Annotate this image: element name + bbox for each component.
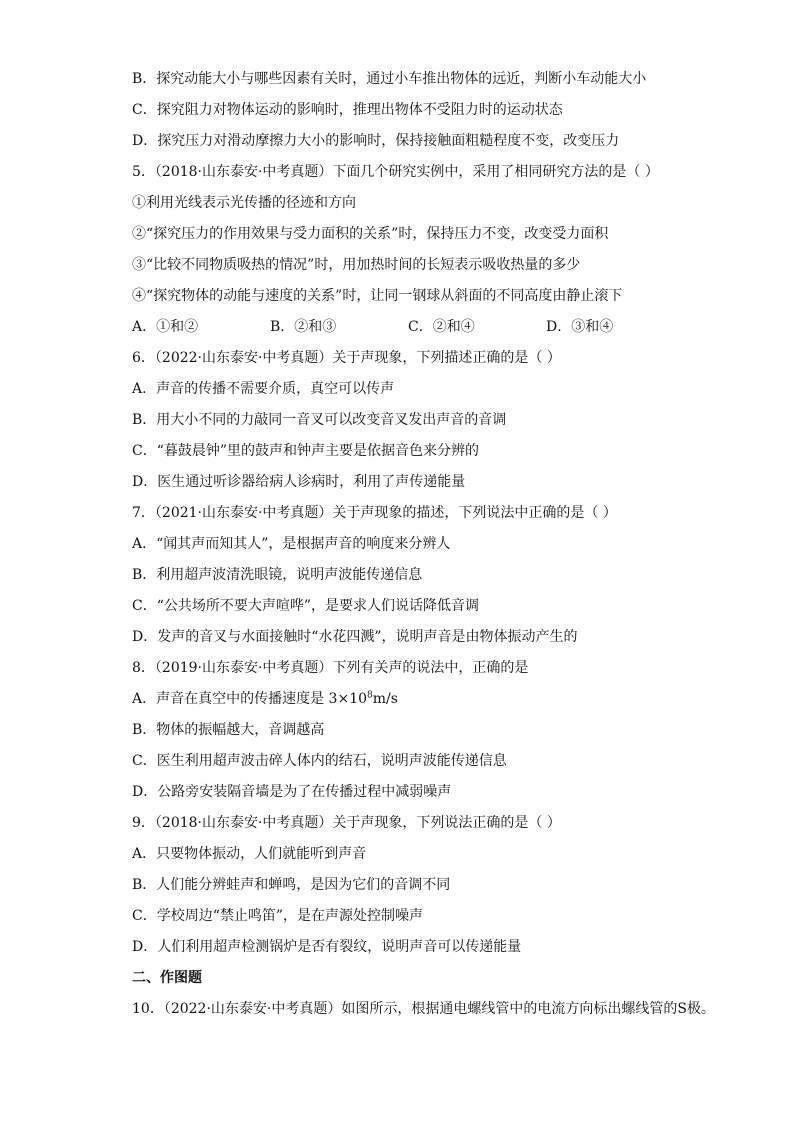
q4-option-b: B．探究动能大小与哪些因素有关时，通过小车推出物体的远近，判断小车动能大小: [132, 71, 647, 87]
q9-option-b: B．人们能分辨蛙声和蝉鸣，是因为它们的音调不同: [132, 877, 451, 893]
q7-option-c: C．“公共场所不要大声喧哗”，是要求人们说话降低音调: [132, 598, 480, 614]
q5-item-4: ④“探究物体的动能与速度的关系”时，让同一钢球从斜面的不同高度由静止滚下: [132, 288, 623, 304]
q4-option-d: D．探究压力对滑动摩擦力大小的影响时，保持接触面粗糙程度不变，改变压力: [132, 133, 620, 149]
q6-option-b: B．用大小不同的力敲同一音叉可以改变音叉发出声音的音调: [132, 412, 507, 428]
q5-item-3: ③“比较不同物质吸热的情况”时，用加热时间的长短表示吸收热量的多少: [132, 257, 581, 273]
q10-stem: 10．（2022·山东泰安·中考真题）如图所示，根据通电螺线管中的电流方向标出螺线管的S极。: [132, 1001, 715, 1017]
q9-option-d: D．人们利用超声检测锅炉是否有裂纹，说明声音可以传递能量: [132, 939, 522, 955]
q5-option-b: B．②和③: [270, 319, 337, 335]
q5-option-a: A．①和②: [132, 319, 199, 335]
q8-option-c: C．医生利用超声波击碎人体内的结石，说明声波能传递信息: [132, 753, 507, 769]
q6-stem: 6．（2022·山东泰安·中考真题）关于声现象，下列描述正确的是（ ）: [132, 350, 561, 366]
q7-stem: 7．（2021·山东泰安·中考真题）关于声现象的描述，下列说法中正确的是（ ）: [132, 505, 617, 521]
q5-option-c: C．②和④: [408, 319, 475, 335]
q6-option-a: A．声音的传播不需要介质，真空可以传声: [132, 381, 395, 397]
q8-option-a-exponent: 8: [367, 690, 373, 701]
q7-option-b: B．利用超声波清洗眼镜，说明声波能传递信息: [132, 567, 423, 583]
q5-item-1: ①利用光线表示光传播的径迹和方向: [132, 195, 356, 211]
q8-option-a-text: A．声音在真空中的传播速度是 3×10: [132, 691, 368, 707]
q5-options: [132, 312, 734, 343]
q6-option-d: D．医生通过听诊器给病人诊病时，利用了声传递能量: [132, 474, 466, 490]
q8-option-a: [132, 684, 734, 715]
q9-option-c: C．学校周边“禁止鸣笛”，是在声源处控制噪声: [132, 908, 424, 924]
q8-option-b: B．物体的振幅越大，音调越高: [132, 722, 325, 738]
q8-option-a-unit: m/s: [372, 691, 398, 707]
q7-option-d: D．发声的音叉与水面接触时“水花四溅”，说明声音是由物体振动产生的: [132, 629, 578, 645]
q6-option-c: C．“暮鼓晨钟”里的鼓声和钟声主要是依据音色来分辨的: [132, 443, 480, 459]
q5-option-d: D．③和④: [546, 319, 614, 335]
q8-option-d: D．公路旁安装隔音墙是为了在传播过程中减弱噪声: [132, 784, 452, 800]
section-title-drawing: 二、作图题: [132, 970, 202, 986]
q9-stem: 9．（2018·山东泰安·中考真题）关于声现象，下列说法正确的是（ ）: [132, 815, 561, 831]
q7-option-a: A．“闻其声而知其人”，是根据声音的响度来分辨人: [132, 536, 451, 552]
q9-option-a: A．只要物体振动，人们就能听到声音: [132, 846, 367, 862]
q8-stem: 8．（2019·山东泰安·中考真题）下列有关声的说法中，正确的是: [132, 660, 529, 676]
q5-item-2: ②“探究压力的作用效果与受力面积的关系”时，保持压力不变，改变受力面积: [132, 226, 609, 242]
q4-option-c: C．探究阻力对物体运动的影响时，推理出物体不受阻力时的运动状态: [132, 102, 563, 118]
q5-stem: 5．（2018·山东泰安·中考真题）下面几个研究实例中，采用了相同研究方法的是（ ）: [132, 164, 659, 180]
